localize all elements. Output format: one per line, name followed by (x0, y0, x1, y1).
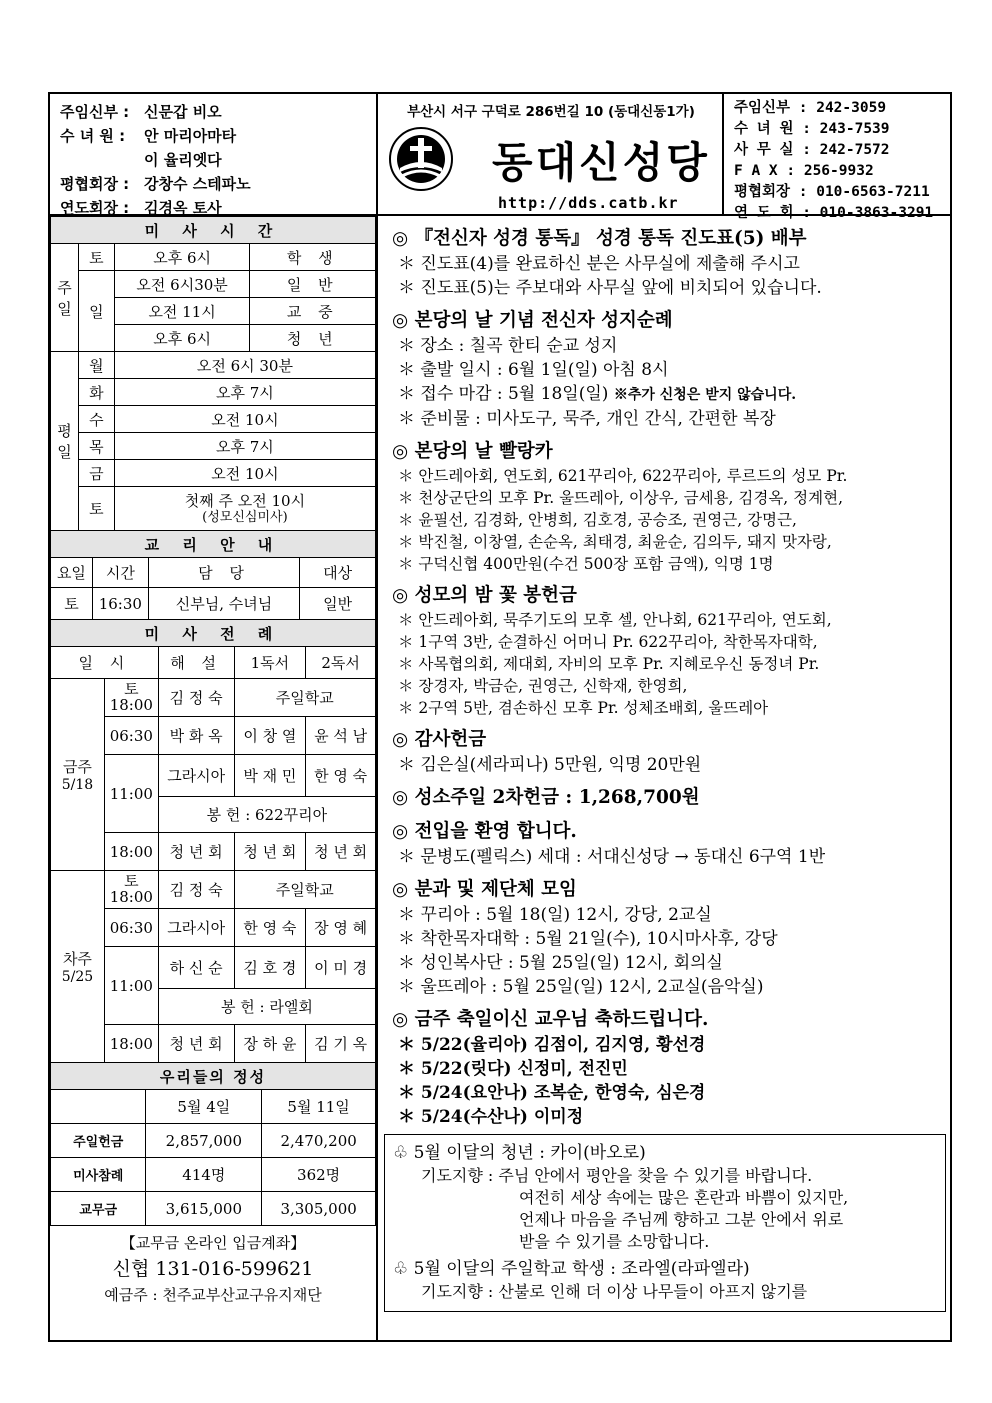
notice-flower-offering: ◎ 성모의 밤 꽃 봉헌금 ＊ 안드레아회, 묵주기도의 모후 셀, 안나회, 621꾸리아, 연도회, ＊ 1구역 3반, 순결하신 어머니 Pr. 622꾸리아, 착한목자대학, ＊ 사목협의회, 제대회, 자비의 모후 Pr. 지혜로우신 동정녀 Pr. ＊ 장경자, 박금순, 권영근, 신학재, 한영희, ＊ 2구역 5반, 겸손하신 모후 Pr. 성체조배회, 울뜨레아 (392, 585, 832, 717)
offering-table: 우리들의 정성 5월 4일 5월 11일 주일헌금 2,857,000 2,470,200 미사참례 414명 362명 교무금 3,615,000 3,305,000 (50, 1062, 376, 1226)
mass-times-table: 미 사 시 간 주 일 토 오후 6시 학 생 일 오전 6시30분 일 반 오전 11시 교 중 오후 6시 청 년 평 일 월 오전 6시 30분 화 오후 7시 수 오전 10시 목 오후 7시 금 오전 10시 토 첫째 주 오전 10시 (성모신심미사) (50, 216, 376, 531)
contact-list (726, 94, 950, 221)
church-name: 동대신성당 (492, 138, 710, 187)
staff-row: 연도회장 : 김경옥 토사 (60, 199, 222, 217)
church-identity (380, 94, 724, 214)
left-column (50, 216, 378, 1342)
account-title: 【교무금 온라인 입금계좌】 (120, 1234, 306, 1252)
contact-row: 평협회장 : 010-6563-7211 (734, 184, 930, 200)
week2-label: 차주 5/25 (51, 871, 105, 1063)
youth-title: ♧ 5월 이달의 청년 : 카이(바오로) (393, 1143, 646, 1163)
liturgy-title: 미 사 전 례 (51, 620, 376, 647)
contact-row: 주임신부 : 242-3059 (734, 100, 887, 116)
week1-label: 금주 5/18 (51, 679, 105, 871)
church-url[interactable]: http://dds.catb.kr (498, 194, 679, 212)
church-logo-icon (388, 126, 454, 192)
notice-thanks-offering: ◎ 감사헌금 ＊ 김은실(세라피나) 5만원, 익명 20만원 (392, 729, 702, 775)
staff-row: 수 녀 원 : 안 마리아마타 (60, 127, 237, 145)
notice-bible-reading: ◎ 『전신자 성경 통독』 성경 통독 진도표(5) 배부 ＊ 진도표(4)를 완료하신 분은 사무실에 제출해 주시고 ＊ 진도표(5)는 주보대와 사무실 앞에 비치되어 있습니다. (392, 228, 822, 298)
bulletin-page (48, 92, 952, 1342)
sunday-label: 주 일 (51, 244, 79, 352)
contact-row: 사 무 실 : 242-7572 (734, 142, 890, 158)
staff-row: 주임신부 : 신문갑 비오 (60, 103, 222, 121)
catechism-table: 교 리 안 내 요일 시간 담 당 대상 토 16:30 신부님, 수녀님 일반 (50, 530, 376, 620)
offering-title: 우리들의 정성 (51, 1063, 376, 1090)
contact-row: F A X : 256-9932 (734, 163, 874, 179)
notice-palanca: ◎ 본당의 날 빨랑카 ＊ 안드레아회, 연도회, 621꾸리아, 622꾸리아, 루르드의 성모 Pr. ＊ 천상군단의 모후 Pr. 울뜨레아, 이상우, 금세용, 김경옥, 정계현, ＊ 윤필선, 김경화, 안병희, 김호경, 공승조, 권영근, 강명근, ＊ 박진철, 이창열, 손순옥, 최태경, 최윤순, 김의두, 돼지 맛자랑, ＊ 구덕신협 400만원(수건 500장 포함 금액), 익명 1명 (392, 441, 848, 573)
staff-row: 평협회장 : 강창수 스테파노 (60, 175, 251, 193)
liturgy-table: 미 사 전 례 일 시 해 설 1독서 2독서 금주 5/18 토 18:00 김 정 숙 주일학교 06:30 박 화 옥 이 창 열 윤 석 남 11:00 그라시아 박 재 민 한 영 숙 봉 헌 : 622꾸리아 18:00 청 년 회 청 년 회 청 년 회 차주 5/25 토 18:00 김 정 숙 주일학교 06:30 그라시아 한 영 숙 장 영 혜 11:00 하 신 순 김 호 경 이 미 경 봉 헌 : 라엘회 18:00 청 년 회 장 하 윤 김 기 옥 (50, 619, 376, 1063)
header (50, 94, 950, 221)
notice-pilgrimage: ◎ 본당의 날 기념 전신자 성지순례 ＊ 장소 : 칠곡 한티 순교 성지 ＊ 출발 일시 : 6월 1일(일) 아침 8시 ＊ 접수 마감 : 5월 18일(일) ※추가 신청은 받지 않습니다. ＊ 준비물 : 미사도구, 묵주, 개인 간식, 간편한 복장 (392, 310, 797, 429)
contact-row: 연 도 회 : 010-3863-3291 (734, 205, 934, 221)
staff-row: 이 율리엣다 (144, 151, 222, 169)
account-number: 신협 131-016-599621 (112, 1258, 314, 1280)
catechism-title: 교 리 안 내 (51, 531, 376, 558)
notices-column (380, 216, 950, 1342)
weekday-label: 평 일 (51, 352, 79, 531)
mass-times-title: 미 사 시 간 (51, 217, 376, 244)
account-info (50, 1226, 376, 1308)
notice-vocation-offering: ◎ 성소주일 2차헌금 : 1,268,700원 (392, 787, 700, 808)
staff-list (50, 94, 378, 217)
notice-welcome: ◎ 전입을 환영 합니다. ＊ 문병도(펠릭스) 세대 : 서대신성당 → 동대신 6구역 1반 (392, 821, 826, 867)
contact-row: 수 녀 원 : 243-7539 (734, 121, 890, 137)
church-address: 부산시 서구 구덕로 286번길 10 (동대신동1가) (407, 104, 695, 120)
notice-meetings: ◎ 분과 및 제단체 모임 ＊ 꾸리아 : 5월 18(일) 12시, 강당, 2교실 ＊ 착한목자대학 : 5월 21일(수), 10시마사후, 강당 ＊ 성인복사단 : 5월 25일(일) 12시, 회의실 ＊ 울뜨레아 : 5월 25일(일) 12시, 2교실(음악실) (392, 879, 778, 997)
notice-feast-days: ◎ 금주 축일이신 교우님 축하드립니다. ＊ 5/22(율리아) 김점이, 김지영, 황선경 ＊ 5/22(릿다) 신정미, 전진민 ＊ 5/24(요안나) 조복순, 한영숙, 심은경 ＊ 5/24(수산나) 이미정 (392, 1009, 709, 1127)
account-holder: 예금주 : 천주교부산교구유지재단 (104, 1286, 322, 1304)
student-title: ♧ 5월 이달의 주일학교 학생 : 조라엘(라파엘라) (393, 1259, 750, 1279)
youth-box: ♧ 5월 이달의 청년 : 카이(바오로) 기도지향 : 주님 안에서 평안을 찾을 수 있기를 바랍니다. 여전히 세상 속에는 많은 혼란과 바쁨이 있지만, 언제나 마음을 주님께 향하고 그분 안에서 위로 받을 수 있기를 소망합니다. ♧ 5월 이달의 주일학교 학생 : 조라엘(라파엘라) 기도지향 : 산불로 인해 더 이상 나무들이 아프지 않기를 (384, 1134, 946, 1312)
